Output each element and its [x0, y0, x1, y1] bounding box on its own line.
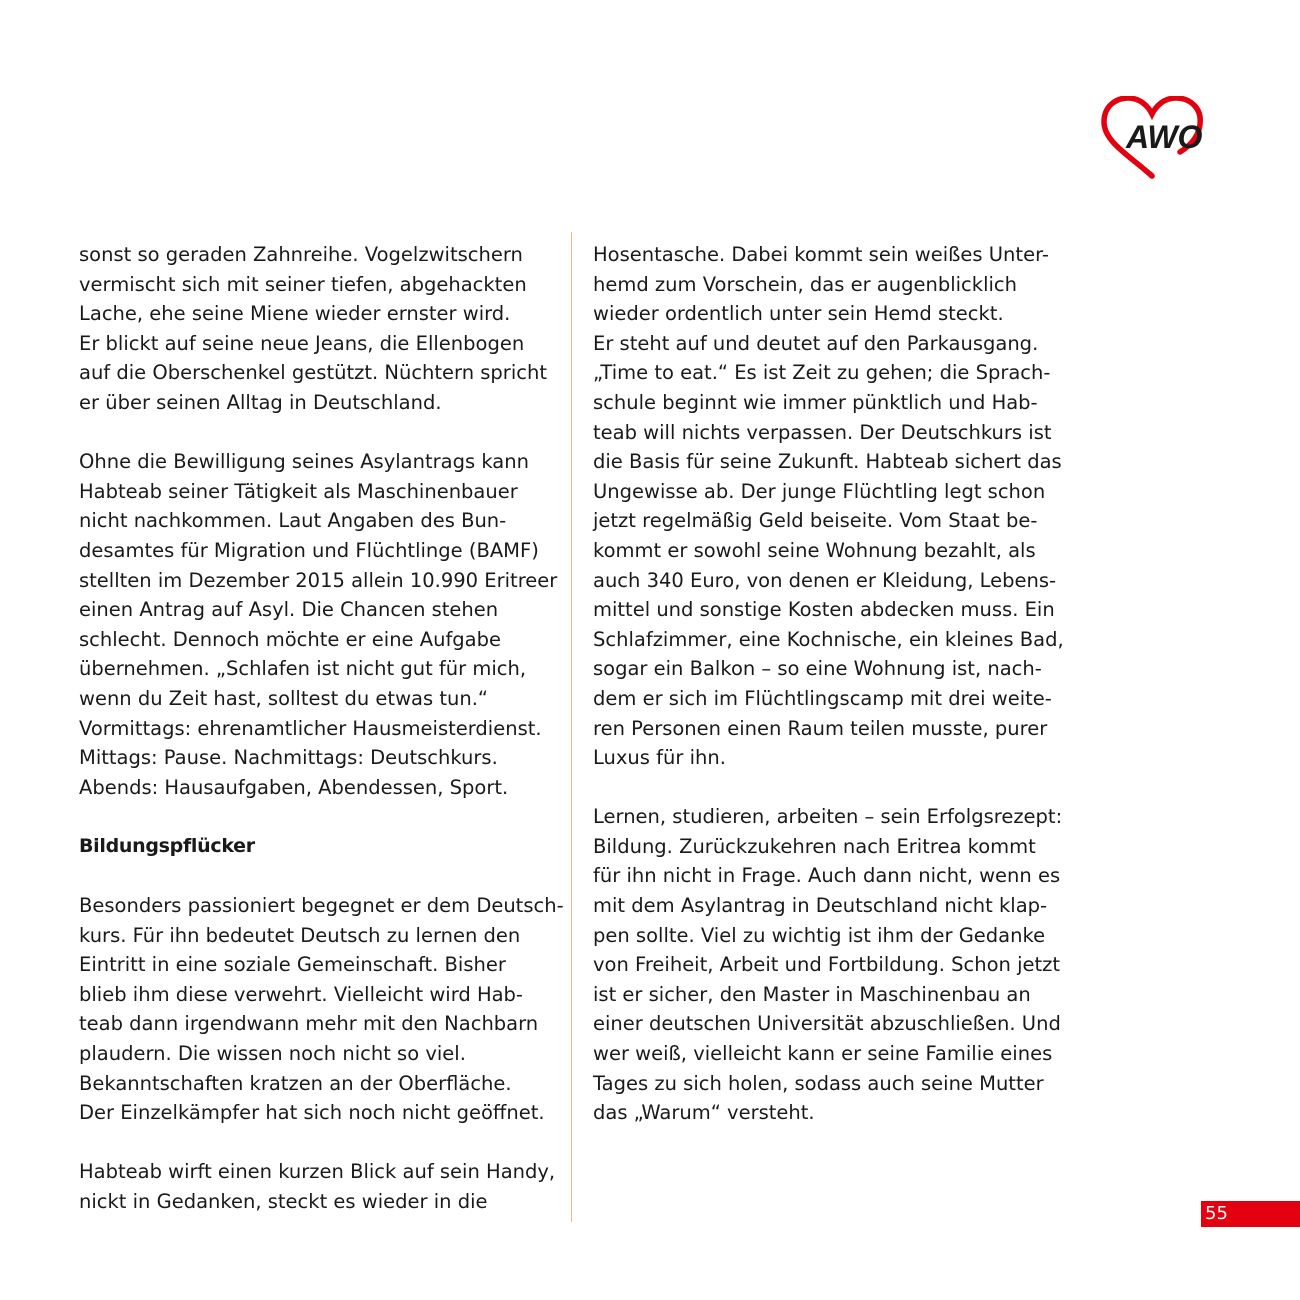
text-line: das „Warum“ versteht. [593, 1101, 815, 1125]
awo-logo [1100, 96, 1206, 180]
text-line: blieb ihm diese verwehrt. Vielleicht wird Hab- [79, 982, 523, 1006]
logo-text: AWO [1126, 119, 1203, 155]
text-line: Abends: Hausaufgaben, Abendessen, Sport. [79, 775, 509, 799]
text-line: Ungewisse ab. Der junge Flüchtling legt schon [593, 479, 1046, 503]
text-line: jetzt regelmäßig Geld beiseite. Vom Staat be- [593, 509, 1038, 533]
text-line: Der Einzelkämpfer hat sich noch nicht geöffnet. [79, 1101, 545, 1125]
text-line: die Basis für seine Zukunft. Habteab sichert das [593, 450, 1062, 474]
text-line: Er blickt auf seine neue Jeans, die Ellenbogen [79, 331, 525, 355]
paragraph-gap [593, 773, 1093, 803]
section-heading: Bildungspflücker [79, 834, 255, 857]
text-line: von Freiheit, Arbeit und Fortbildung. Schon jetzt [593, 953, 1061, 977]
text-line: Lache, ehe seine Miene wieder ernster wird. [79, 302, 511, 326]
left-text-column [79, 240, 579, 1217]
text-line: hemd zum Vorschein, das er augenblicklich [593, 272, 1017, 296]
text-line: Hosentasche. Dabei kommt sein weißes Unter- [593, 243, 1049, 266]
text-line: „Time to eat.“ Es ist Zeit zu gehen; die Sprach- [593, 361, 1051, 385]
text-line: desamtes für Migration und Flüchtlinge (BAMF) [79, 538, 539, 562]
paragraph-gap [79, 861, 579, 891]
text-line: einen Antrag auf Asyl. Die Chancen stehen [79, 598, 499, 622]
text-line: mit dem Asylantrag in Deutschland nicht klap- [593, 894, 1048, 918]
text-line: schlecht. Dennoch möchte er eine Aufgabe [79, 627, 502, 651]
text-line: teab will nichts verpassen. Der Deutschkurs ist [593, 420, 1052, 444]
text-line: kommt er sowohl seine Wohnung bezahlt, als [593, 538, 1036, 562]
paragraph-gap [79, 1128, 579, 1158]
text-line: sonst so geraden Zahnreihe. Vogelzwitschern [79, 243, 523, 266]
text-line: übernehmen. „Schlafen ist nicht gut für mich, [79, 657, 527, 681]
paragraph-gap [79, 418, 579, 448]
text-line: für ihn nicht in Frage. Auch dann nicht, wenn es [593, 864, 1061, 888]
text-line: Ohne die Bewilligung seines Asylantrags kann [79, 450, 529, 474]
text-line: stellten im Dezember 2015 allein 10.990 Eritreer [79, 568, 558, 592]
text-line: schule beginnt wie immer pünktlich und Hab- [593, 390, 1038, 414]
text-line: pen sollte. Viel zu wichtig ist ihm der Gedanke [593, 923, 1046, 947]
text-line: Besonders passioniert begegnet er dem Deutsch- [79, 894, 564, 918]
text-line: dem er sich im Flüchtlingscamp mit drei weite- [593, 686, 1052, 710]
text-line: wieder ordentlich unter sein Hemd steckt. [593, 302, 1004, 326]
right-text-column [593, 240, 1093, 1128]
text-line: Er steht auf und deutet auf den Parkausgang. [593, 331, 1039, 355]
text-line: Bekanntschaften kratzen an der Oberfläche. [79, 1071, 512, 1095]
text-line: Tages zu sich holen, sodass auch seine Mutter [593, 1071, 1044, 1095]
text-line: nickt in Gedanken, steckt es wieder in die [79, 1190, 488, 1213]
text-line: vermischt sich mit seiner tiefen, abgehackten [79, 272, 527, 296]
text-line: einer deutschen Universität abzuschließen. Und [593, 1012, 1061, 1036]
text-line: Lernen, studieren, arbeiten – sein Erfolgsrezept: [593, 805, 1063, 829]
page-number: 55 [1201, 1201, 1300, 1227]
text-line: er über seinen Alltag in Deutschland. [79, 390, 442, 414]
text-line: teab dann irgendwann mehr mit den Nachbarn [79, 1012, 539, 1036]
text-line: auch 340 Euro, von denen er Kleidung, Lebens- [593, 568, 1057, 592]
text-line: Eintritt in eine soziale Gemeinschaft. Bisher [79, 953, 506, 977]
text-line: Luxus für ihn. [593, 746, 726, 770]
text-line: ren Personen einen Raum teilen musste, purer [593, 716, 1048, 740]
text-line: ist er sicher, den Master in Maschinenbau an [593, 982, 1031, 1006]
text-line: Habteab seiner Tätigkeit als Maschinenbauer [79, 479, 518, 503]
text-line: mittel und sonstige Kosten abdecken muss. Ein [593, 598, 1055, 622]
text-line: Mittags: Pause. Nachmittags: Deutschkurs. [79, 746, 498, 770]
text-line: Schlafzimmer, eine Kochnische, ein kleines Bad, [593, 627, 1064, 651]
column-divider [571, 232, 572, 1222]
text-line: Bildung. Zurückzukehren nach Eritrea kommt [593, 834, 1036, 858]
text-line: kurs. Für ihn bedeutet Deutsch zu lernen den [79, 923, 521, 947]
text-line: nicht nachkommen. Laut Angaben des Bun- [79, 509, 507, 533]
text-line: wenn du Zeit hast, solltest du etwas tun.“ [79, 686, 488, 710]
text-line: Vormittags: ehrenamtlicher Hausmeisterdienst. [79, 716, 542, 740]
text-line: auf die Oberschenkel gestützt. Nüchtern spricht [79, 361, 547, 385]
text-line: sogar ein Balkon – so eine Wohnung ist, nach- [593, 657, 1042, 681]
text-line: wer weiß, vielleicht kann er seine Familie eines [593, 1042, 1053, 1066]
text-line: plaudern. Die wissen noch nicht so viel. [79, 1042, 466, 1066]
paragraph-gap [79, 802, 579, 832]
text-line: Habteab wirft einen kurzen Blick auf sein Handy, [79, 1160, 556, 1184]
